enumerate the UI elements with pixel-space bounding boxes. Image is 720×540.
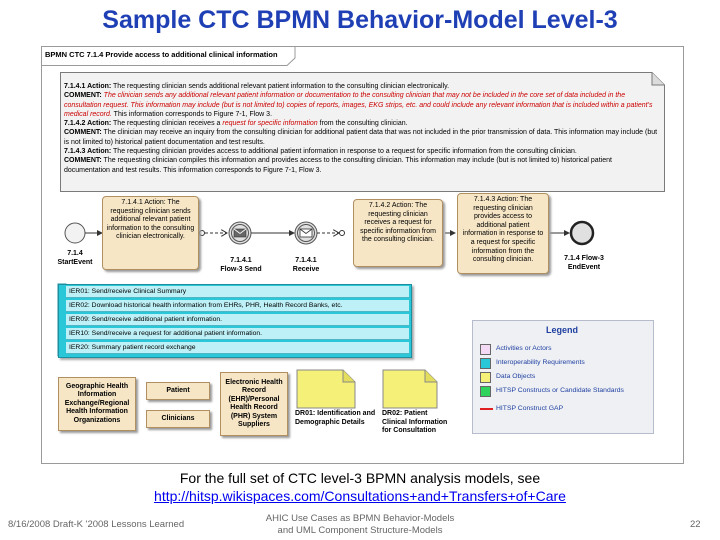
activity-7-1-4-2: 7.1.4.2 Action: The requesting clinician receives a request for specific information from the consulting clinician. [353,199,443,267]
send-event-label: 7.1.4.1 Flow-3 Send [220,257,262,273]
end-event [571,222,593,244]
dr01-label: DR01: Identification and Demographic Details [295,410,376,426]
actor-ehr-phr-suppliers: Electronic Health Record (EHR)/Personal Health Record (PHR) System Suppliers [220,372,288,436]
caption [0,469,720,505]
annotation-text: 7.1.4.1 Action: The requesting clinician sends additional relevant patient information to the consulting clinician electronically. COMMENT: The clinician sends any additional relevant patient information or documentation to the consulting clinician that may not be included in the core set of data included in the consultation request. This information may include (but is not limited to) copies of reports, images, EKG strips, etc. and could include any relevant information that is included within a patient's medical record. This information corresponds to Figure 7-1, Flow 3. 7.1.4.2 Action: The requesting clinician receives a request for specific information from the consulting clinician. COMMENT: The clinician may receive an inquiry from the consulting clinician for additional patient data that was not included in the prior transmission of data. This information may include (but is not limited to) historical patient documentation and test results. 7.1.4.3 Action: The requesting clinician provides access to additional patient information in response to a request for specific information from the consulting clinician. COMMENT: The requesting clinician compiles this information and provides access to the consulting clinician. This information may include (but is not limited to) historical patient documentation and test results. This information corresponds to Figure 7-1, Flow 3. [64,83,658,174]
legend-label: Interoperability Requirements [496,359,585,366]
start-event [65,223,85,243]
send-event [229,222,251,244]
legend-label: HITSP Constructs or Candidate Standards [496,387,624,394]
legend-gap-line [480,408,493,410]
page-number: 22 [690,519,701,530]
dr02-label: DR02: Patient Clinical Information for Consultation [382,410,448,434]
activity-7-1-4-3: 7.1.4.3 Action: The requesting clinician provides access to additional patient information in response to a request for specific information from the consulting clinician. [457,193,549,274]
legend-swatch-hitsp [480,386,491,397]
footer-center: AHIC Use Cases as BPMN Behavior-Models and UML Component Structure-Models [265,513,455,536]
start-event-label: 7.1.4 StartEvent [57,250,93,266]
footer-left: 8/16/2008 Draft-K '2008 Lessons Learned [8,519,185,530]
activity-7-1-4-1: 7.1.4.1 Action: The requesting clinician sends additional relevant patient information to the consulting clinician electronically. [102,196,199,270]
data-object-dr02 [383,370,437,408]
end-event-label: 7.1.4 Flow-3 EndEvent [564,255,604,271]
data-object-dr01 [297,370,355,408]
ier-row: IER09: Send/receive additional patient information. [66,314,409,326]
receive-event-label: 7.1.4.1 Receive [292,257,320,273]
ier-row: IER20: Summary patient record exchange [66,342,409,354]
actor-clinicians: Clinicians [146,410,210,428]
legend-label: Data Objects [496,373,536,380]
legend-swatch-ier [480,358,491,369]
ier-row: IER01: Send/receive Clinical Summary [66,286,409,298]
ier-row: IER02: Download historical health information from EHRs, PHR, Health Record Banks, etc. [66,300,409,312]
ier-row: IER10: Send/receive a request for additional patient information. [66,328,409,340]
caption-line: For the full set of CTC level-3 BPMN analysis models, see [179,470,541,486]
legend-title: Legend [545,325,578,335]
actor-patient: Patient [146,382,210,400]
receive-event [295,222,317,244]
actor-geographic-hie: Geographic Health Information Exchange/Regional Health Information Organizations [58,377,136,431]
legend-swatch-data-objects [480,372,491,383]
legend-gap-label: HITSP Construct GAP [496,405,564,412]
slide-title: Sample CTC BPMN Behavior-Model Level-3 [102,6,618,34]
frame-tab-label: BPMN CTC 7.1.4 Provide access to additional clinical information [45,50,278,59]
caption-link[interactable]: http://hitsp.wikispaces.com/Consultations+and+Transfers+of+Care [154,488,566,504]
legend-swatch-activities [480,344,491,355]
legend-label: Activities or Actors [496,345,552,352]
